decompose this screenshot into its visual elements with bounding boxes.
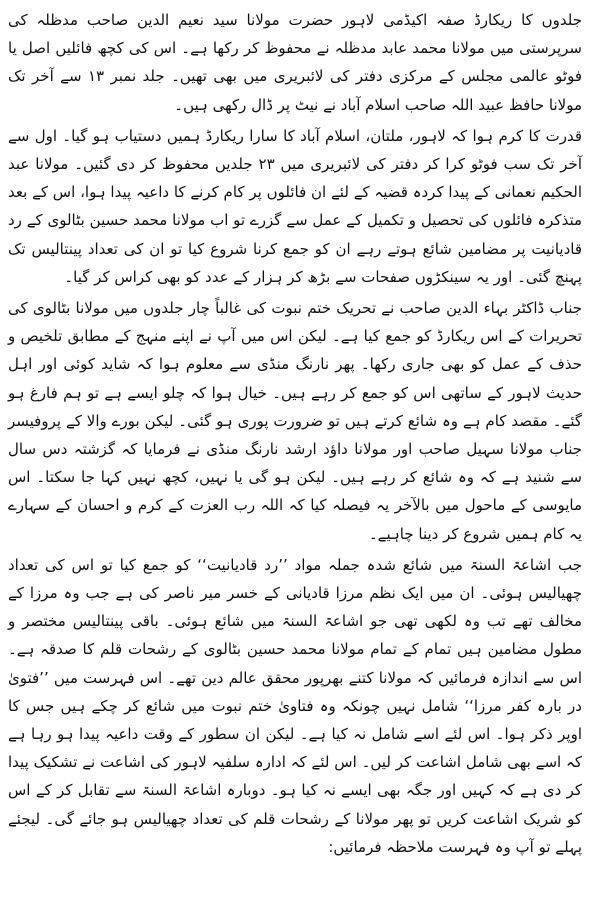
paragraph-4: جب اشاعۃ السنۃ میں شائع شدہ جملہ مواد ’’رد قادیانیت‘‘ کو جمع کیا تو اس کی تعداد چھیالیس ہوئی۔ ان میں ایک نظم مرزا قادیانی کے خسر میر ناصر کی ہے جب وہ مرزا کے مخالف تھے تب وہ لکھی تھی جو اشاعۃ السنۃ میں شائع ہوئی۔ باقی پینتالیس مختصر و مطول مضامین ہیں تمام کے تمام مولانا محمد حسین بٹالوی کے رشحات قلم کا صدقہ ہے۔ اس سے اندازہ فرمائیں کہ مولانا کتنے بھرپور محقق عالم دین تھے۔ اس فہرست میں ’’فتویٰ در بارہ کفر مرزا‘‘ شامل نہیں چونکہ وہ فتاویٰ ختم نبوت میں شائع کر چکے ہیں جس کا اوپر ذکر ہوا۔ اس لئے اسے شامل نہ کیا ہے۔ لیکن ان سطور کے وقت داعیہ پیدا ہو رہا ہے کہ اسے بھی شامل اشاعت کر لیں۔ اس لئے کہ ادارہ سلفیہ لاہور کی اشاعت نے تشکیک پیدا کر دی ہے کہ کہیں اور جگہ بھی ایسے نہ کیا ہو۔ دوبارہ اشاعۃ السنۃ سے تقابل کر کے اس کو شریک اشاعت کریں تو پھر مولانا کے رشحات قلم کی تعداد چھیالیس ہو جائے گی۔ لیجئے پہلے تو آپ وہ فہرست ملاحظہ فرمائیں: <box>8 555 582 856</box>
paragraph-1: جلدوں کا ریکارڈ صفہ اکیڈمی لاہور حضرت مولانا سید نعیم الدین صاحب مدظلہ کی سرپرستی میں مولانا محمد عابد مدظلہ نے محفوظ کر رکھا ہے۔ اس کی کچھ فائلیں اصل یا فوٹو عالمی مجلس کے مرکزی دفتر کی لائبریری میں بھی تھیں۔ جلد نمبر ۱۳ سے آخر تک مولانا حافظ عبید اللہ صاحب اسلام آباد نے نیٹ پر ڈال رکھی ہیں۔ <box>8 11 582 114</box>
paragraph-3: جناب ڈاکٹر بہاء الدین صاحب نے تحریک ختم نبوت کی غالباً چار جلدوں میں مولانا بٹالوی کی تحریرات کے اس ریکارڈ کو جمع کیا ہے۔ لیکن اس میں آپ نے اپنے منہج کے مطابق تلخیص و حذف کے عمل کو بھی جاری رکھا۔ پھر نارنگ منڈی سے معلوم ہوا کہ شاید کوئی اور اہل حدیث لاہور کے ساتھی اس کو جمع کر رہے ہیں۔ خیال ہوا کہ چلو ایسے ہے تو ہم فارغ ہو گئے۔ مقصد کام ہے وہ شائع کرتے ہیں تو ضرورت پوری ہو گئی۔ لیکن بورے والا کے پروفیسر جناب مولانا سہیل صاحب اور مولانا داؤد ارشد نارنگ منڈی نے فرمایا کہ گزشتہ دس سال سے شنید ہے کہ وہ شائع کر رہے ہیں۔ لیکن ہو گی یا نہیں، کچھ نہیں کہا جا سکتا۔ اس مایوسی کے ماحول میں بالآخر یہ فیصلہ کیا کہ اللہ رب العزت کے کرم و احسان کے سہارے یہ کام ہمیں شروع کر دینا چاہیے۔ <box>8 299 582 543</box>
paragraph-2: قدرت کا کرم ہوا کہ لاہور، ملتان، اسلام آباد کا سارا ریکارڈ ہمیں دستیاب ہو گیا۔ اول سے آخر تک سب فوٹو کرا کر دفتر کی لائبریری میں ۲۳ جلدیں محفوظ کر دی گئیں۔ مولانا عبد الحکیم نعمانی کے پیدا کردہ قضیہ کے لئے ان فائلوں پر کام کرنے کا داعیہ پیدا ہوا، اس کے بعد متذکرہ فائلوں کی تحصیل و تکمیل کے عمل سے گزرے تو اب مولانا محمد حسین بٹالوی کے رد قادیانیت پر مضامین شائع ہوتے رہے ان کو جمع کرنا شروع کیا تو ان کی تعداد پینتالیس تک پہنچ گئی۔ اور یہ سینکڑوں صفحات سے بڑھ کر ہزار کے عدد کو بھی کراس کر گیا۔ <box>8 126 583 286</box>
